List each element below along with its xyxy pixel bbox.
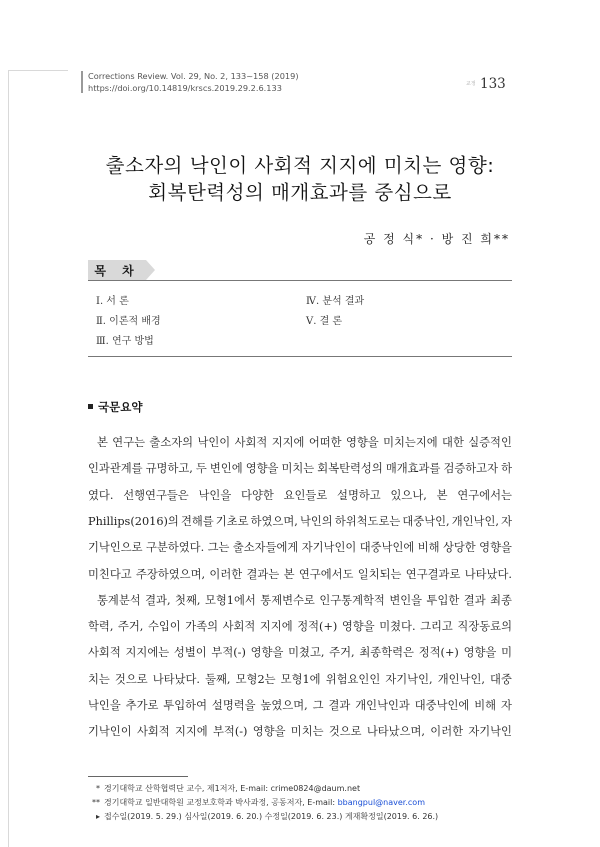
journal-info bbox=[88, 70, 299, 94]
abstract-word: 본 bbox=[283, 567, 295, 581]
abstract-word: 사회적 bbox=[88, 646, 121, 660]
toc-item-introduction: Ⅰ. 서 론 bbox=[96, 296, 129, 307]
abstract-word: 부적(-) bbox=[211, 646, 246, 660]
abstract-word: 대중낙인에 bbox=[414, 699, 470, 712]
abstract-word: 자기낙인 bbox=[468, 725, 512, 739]
paper-title-line2: 회복탄력성의 매개효과를 중심으로 bbox=[148, 181, 452, 204]
abstract-word: 대중낙인, bbox=[402, 514, 450, 528]
abstract-word: 사회적 bbox=[234, 436, 268, 449]
abstract-line bbox=[88, 487, 512, 503]
abstract-word: 학력, bbox=[88, 620, 114, 634]
abstract-word: 개인낙인, bbox=[451, 514, 499, 528]
abstract-word: 지지에 bbox=[271, 436, 305, 449]
abstract-word: 자 bbox=[501, 699, 512, 712]
journal-info-bar bbox=[81, 71, 83, 93]
table-of-contents bbox=[88, 280, 512, 357]
abstract-word: 였다. bbox=[88, 488, 114, 502]
abstract-word: 요인들로 bbox=[283, 488, 328, 502]
abstract-word: 개인낙인, bbox=[437, 672, 485, 686]
abstract-word: 주거, bbox=[117, 620, 144, 634]
abstract-line bbox=[88, 566, 512, 582]
abstract-line bbox=[88, 460, 512, 476]
abstract-word: 높였으며, bbox=[260, 699, 308, 712]
abstract-word: 첫째, bbox=[175, 593, 201, 607]
abstract-word: 연구에서는 bbox=[457, 488, 512, 502]
abstract-word: 연구결과로 bbox=[405, 567, 461, 581]
abstract-word: 추가로 bbox=[125, 699, 159, 712]
abstract-word: 개인낙인과 bbox=[355, 699, 410, 712]
abstract-word: 지지에 bbox=[174, 725, 208, 739]
abstract-word: 변인을 bbox=[389, 593, 423, 607]
abstract-word: 성별이 bbox=[173, 646, 207, 660]
footnote-3-mark: ▸ bbox=[95, 812, 100, 821]
abstract-word: 설명하고 bbox=[337, 488, 381, 502]
abstract-word: 비해 bbox=[417, 541, 440, 555]
footnote-3-text: 접수일(2019. 5. 29.) 심사일(2019. 6. 20.) 수정일(2019. 6. 23.) 게재확정일(2019. 6. 26.) bbox=[104, 812, 439, 821]
abstract-word: 투입하여 bbox=[163, 699, 207, 712]
abstract-word: 영향을 bbox=[252, 725, 286, 739]
abstract-word: 미친다고 bbox=[88, 567, 132, 581]
abstract-word: 모형2는 bbox=[235, 672, 276, 686]
toc-item-background: Ⅱ. 이론적 배경 bbox=[96, 316, 161, 327]
abstract-word: 영향을 bbox=[341, 620, 375, 634]
abstract-word: 다양한 bbox=[241, 488, 274, 502]
abstract-word: 대한 bbox=[442, 436, 464, 449]
abstract-line bbox=[88, 697, 512, 713]
abstract-word: 지지에는 bbox=[125, 646, 170, 660]
abstract-word: 회복탄력성의 bbox=[317, 462, 383, 476]
abstract-word: 결과, bbox=[145, 593, 171, 607]
abstract-word: 주거, bbox=[329, 646, 355, 660]
abstract-word: 미치는 bbox=[290, 725, 324, 739]
abstract-word: 나타났으며, bbox=[366, 725, 425, 739]
abstract-word: 미쳤다. bbox=[379, 620, 416, 634]
abstract-word: 수입이 bbox=[147, 620, 181, 634]
abstract-word: 직장동료의 bbox=[457, 620, 512, 634]
journal-citation: Corrections Review. Vol. 29, No. 2, 133~158 (2019) bbox=[88, 71, 299, 81]
authors: 공 정 식* · 방 진 희** bbox=[363, 232, 510, 246]
abstract-word: 대중 bbox=[490, 672, 512, 686]
abstract-word: 통계분석 bbox=[97, 593, 141, 607]
abstract-heading bbox=[88, 399, 142, 415]
abstract-word: 것으로 bbox=[328, 725, 362, 739]
abstract-line bbox=[97, 592, 512, 608]
abstract-word: 실증적인 bbox=[468, 436, 512, 449]
abstract-word: 위험요인인 bbox=[325, 672, 381, 686]
abstract-word: 낙인을 bbox=[198, 488, 232, 502]
abstract-heading-text: 국문요약 bbox=[98, 400, 143, 414]
abstract-word: 치는 bbox=[88, 672, 110, 686]
abstract-word: 영향을 bbox=[479, 541, 512, 555]
abstract-word: 미치는지에 bbox=[383, 436, 438, 449]
abstract-word: 투입한 bbox=[426, 593, 460, 607]
abstract-word: 본 bbox=[97, 436, 108, 449]
abstract-word: 통제변수로 bbox=[260, 593, 315, 607]
footnote-2-mark: ** bbox=[92, 798, 100, 807]
abstract-word: 그 bbox=[312, 699, 324, 712]
abstract-word: 어떠한 bbox=[308, 436, 342, 449]
abstract-word: 가족의 bbox=[185, 620, 219, 634]
abstract-word: 정적(+) bbox=[297, 620, 338, 634]
page-marker: 교정 bbox=[466, 81, 476, 87]
abstract-word: 두 bbox=[195, 462, 207, 476]
abstract-word: 대중낙인에 bbox=[359, 541, 415, 555]
toc-tab bbox=[88, 260, 146, 280]
abstract-word: 그는 bbox=[207, 541, 230, 555]
abstract-word: 영향을 bbox=[250, 646, 284, 660]
toc-heading: 목 차 bbox=[94, 264, 140, 278]
square-bullet-icon bbox=[88, 404, 93, 409]
abstract-line bbox=[88, 618, 512, 634]
footnote-1 bbox=[88, 783, 360, 794]
abstract-word: 낙인의 bbox=[299, 514, 333, 528]
toc-item-conclusion: Ⅴ. 결 론 bbox=[306, 316, 343, 327]
abstract-word: 사회적 bbox=[136, 725, 170, 739]
abstract-word: 지지에 bbox=[259, 620, 293, 634]
abstract-word: 검증하고자 bbox=[443, 462, 499, 476]
abstract-word: 사회적 bbox=[222, 620, 256, 634]
footnote-2-text: 경기대학교 일반대학원 교정보호학과 박사과정, 공동저자, E-mail: bbox=[104, 798, 338, 807]
abstract-word: 선행연구들은 bbox=[123, 488, 189, 502]
abstract-word: 상당한 bbox=[442, 541, 476, 555]
doi-link[interactable]: https://doi.org/10.14819/krscs.2019.29.2.6.133 bbox=[88, 83, 282, 93]
abstract-word: 하위척도로는 bbox=[334, 514, 401, 528]
abstract-word: 이러한 bbox=[209, 567, 243, 581]
abstract-word: 모형1에 bbox=[280, 672, 321, 686]
abstract-word: 규명하고, bbox=[145, 462, 193, 476]
abstract-word: 연구에서도 bbox=[298, 567, 354, 581]
abstract-word: 미쳤고, bbox=[288, 646, 325, 660]
abstract-word: 구분하였다. bbox=[146, 541, 205, 555]
abstract-word: 모형1에서 bbox=[204, 593, 256, 607]
abstract-word: 비해 bbox=[474, 699, 497, 712]
abstract-word: 일치되는 bbox=[357, 567, 402, 581]
abstract-word: 결과 bbox=[463, 593, 486, 607]
toc-item-method: Ⅲ. 연구 방법 bbox=[96, 336, 154, 347]
abstract-word: 영향을 bbox=[463, 646, 497, 660]
abstract-word: 최종 bbox=[490, 593, 512, 607]
abstract-word: 출소자들에게 bbox=[232, 541, 299, 555]
abstract-word: 나타났다. bbox=[464, 567, 512, 581]
page-number: 133 bbox=[480, 76, 506, 92]
abstract-word: 있으나, bbox=[390, 488, 427, 502]
abstract-word: 결과 bbox=[328, 699, 351, 712]
abstract-word: 둘째, bbox=[205, 672, 231, 686]
abstract-word: 정적(+) bbox=[418, 646, 459, 660]
abstract-word: 변인에 bbox=[209, 462, 243, 476]
abstract-word: 영향을 bbox=[245, 462, 279, 476]
abstract-line bbox=[88, 539, 512, 555]
abstract-word: 인구통계학적 bbox=[319, 593, 385, 607]
abstract-word: 낙인이 bbox=[197, 436, 231, 449]
footnote-3 bbox=[88, 811, 438, 822]
abstract-word: 견해를 bbox=[180, 514, 214, 528]
abstract-word: 최종학력은 bbox=[359, 646, 414, 660]
abstract-line bbox=[88, 513, 512, 529]
abstract-word: 부적(-) bbox=[213, 725, 248, 739]
abstract-word: 기낙인이 bbox=[88, 725, 132, 739]
abstract-word: 자기낙인이 bbox=[301, 541, 357, 555]
abstract-word: 이러한 bbox=[430, 725, 464, 739]
footnote-2 bbox=[88, 797, 425, 808]
footnote-1-text: 경기대학교 산학협력단 교수, 제1저자, E-mail: crime0824@daum.net bbox=[104, 784, 361, 793]
footnote-rule bbox=[88, 776, 188, 777]
abstract-word: 주장하였으며, bbox=[136, 567, 206, 581]
abstract-word: 인과관계를 bbox=[88, 462, 143, 476]
abstract-word: 그리고 bbox=[420, 620, 453, 634]
paper-title-line1: 출소자의 낙인이 사회적 지지에 미치는 영향: bbox=[105, 154, 495, 177]
footnote-1-mark: * bbox=[96, 784, 100, 793]
abstract-word: 기낙인으로 bbox=[88, 541, 143, 555]
abstract-word: 하 bbox=[501, 462, 512, 476]
abstract-word: 것으로 bbox=[114, 672, 148, 686]
abstract-word: 기초로 bbox=[215, 514, 249, 528]
abstract-word: Phillips(2016)의 bbox=[88, 514, 179, 528]
abstract-word: 출소자의 bbox=[149, 436, 194, 449]
abstract-word: 결과는 bbox=[246, 567, 280, 581]
abstract-word: 나타났다. bbox=[152, 672, 201, 686]
abstract-word: 미치는 bbox=[281, 462, 315, 476]
abstract-word: 낙인을 bbox=[88, 699, 121, 712]
abstract-word: 매개효과를 bbox=[385, 462, 441, 476]
toc-item-results: Ⅳ. 분석 결과 bbox=[306, 296, 365, 307]
abstract-word: 자 bbox=[501, 514, 512, 528]
abstract-word: 자기낙인, bbox=[385, 672, 433, 686]
abstract-word: 미 bbox=[501, 646, 512, 660]
footnote-2-email-link[interactable]: bbangpul@naver.com bbox=[337, 798, 425, 807]
abstract-word: 본 bbox=[436, 488, 448, 502]
abstract-line bbox=[88, 671, 512, 687]
page-edge-top bbox=[8, 70, 68, 71]
abstract-word: 영향을 bbox=[345, 436, 379, 449]
abstract-line bbox=[88, 723, 512, 739]
abstract-word: 하였으며, bbox=[250, 514, 298, 528]
abstract-word: 연구는 bbox=[112, 436, 146, 449]
abstract-line bbox=[97, 434, 512, 450]
abstract-line bbox=[88, 644, 512, 660]
abstract-word: 설명력을 bbox=[211, 699, 256, 712]
